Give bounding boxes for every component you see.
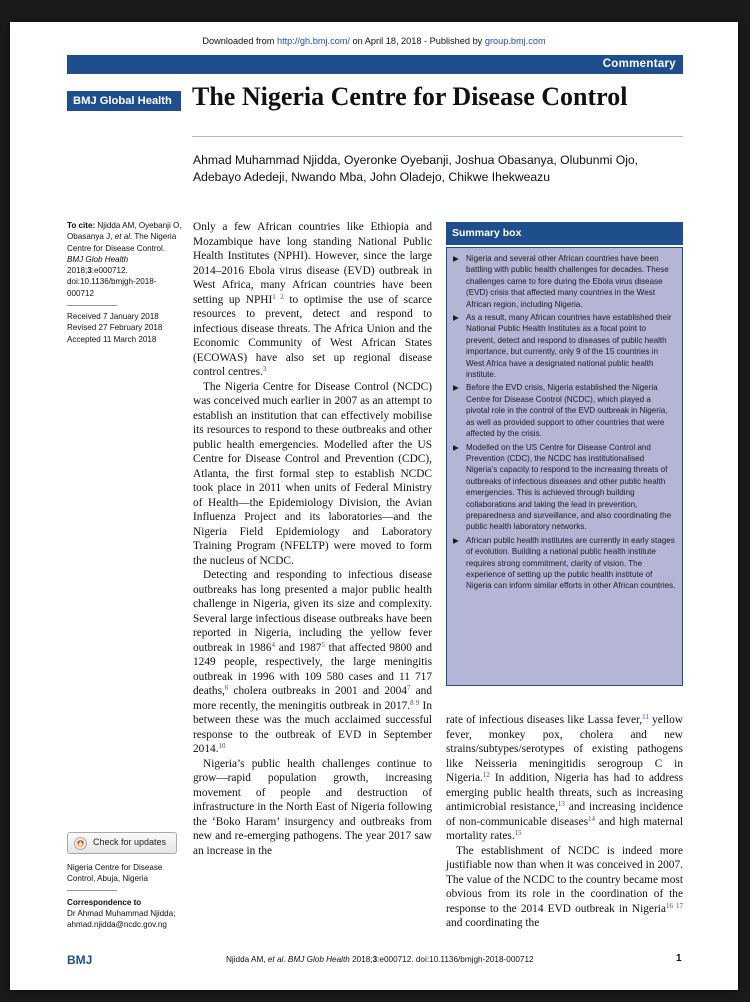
summary-box-title: Summary box (446, 222, 683, 245)
text-run: and 1987 (275, 641, 322, 654)
bmj-logo: BMJ (67, 953, 93, 967)
paragraph: The Nigeria Centre for Disease Control (NCDC) was conceived much earlier in 2007 as an attempt to establish an institution that can effectively mobilise its resources to respond to these outbreaks and other public health emergencies. Modelled after the US Centre for Disease Control and Prevention (CDC), Atlanta, the first formal step to establish NCDC took place in 2011 when units of Federal Ministry of Health—the Epidemiology Division, the Avian Influenza Project and its laboratories—and the Nigeria Field Epidemiology and Laboratory Training Program (NFELTP) were moved to form the nucleus of NCDC. (193, 380, 432, 567)
reference-link[interactable]: 7 (407, 684, 411, 692)
body-column-left (193, 220, 432, 858)
summary-item (453, 382, 676, 439)
cite-year: 2018; (67, 266, 88, 276)
text-run: cholera outbreaks in 2001 and 2004 (228, 685, 408, 697)
footer-etal: et al (267, 955, 284, 964)
reference-link[interactable]: 14 (588, 814, 596, 823)
check-updates-label: Check for updates (93, 837, 167, 847)
text-run: yellow fever, monkey pox, cholera and new strains/subtypes/serotypes of existing pathogens like Neisseria meningitidis serogroup C in Nigeria. (446, 714, 683, 784)
publisher-link[interactable]: group.bmj.com (484, 36, 546, 46)
bullet-triangle-icon: ▶ (453, 254, 459, 263)
cite-etal: et al (114, 232, 131, 242)
footer-doi: :e000712. doi:10.1136/bmjgh-2018-000712 (377, 955, 534, 964)
cite-title: . The Nigeria Centre for Disease Control. (67, 232, 177, 253)
summary-item (453, 312, 676, 380)
paragraph (193, 568, 432, 757)
reference-link[interactable]: 12 (482, 771, 490, 779)
footer-sep: . (283, 955, 288, 964)
correspondence-name: Dr Ahmad Muhammad Njidda; (67, 908, 176, 918)
paragraph (446, 844, 683, 931)
cite-block (67, 220, 182, 299)
footer-journal: BMJ Glob Health (287, 955, 350, 964)
source-link[interactable]: http://gh.bmj.com/ (276, 36, 350, 46)
bullet-triangle-icon: ▶ (453, 535, 459, 545)
text-run: and increasing incidence of non-communicable diseases (446, 801, 683, 828)
article-page (10, 22, 738, 990)
footer-citation (226, 955, 534, 964)
citation-sidebar (67, 220, 182, 345)
reference-link[interactable]: 5 (321, 640, 325, 649)
download-banner (10, 36, 738, 46)
banner-prefix: Downloaded from (202, 36, 277, 46)
title-divider (192, 136, 683, 137)
author-list: Ahmad Muhammad Njidda, Oyeronke Oyebanji, Joshua Obasanya, Olubunmi Ojo, Adebayo Adedeji, Nwando Mba, John Oladejo, Chikwe Ihekweazu (193, 153, 639, 184)
text-run: The establishment of NCDC is indeed more justifiable now than when it was conceived in 2007. The value of the NCDC to the country became most obvious from its role in the coordination of the response to the 2014 EVD outbreak in Nigeria (446, 844, 683, 915)
cite-volume: 3 (87, 266, 92, 276)
check-for-updates-button[interactable] (67, 832, 177, 854)
institution: Nigeria Centre for Disease Control, Abuja, Nigeria (67, 863, 163, 884)
text-run: that affected 9800 and 1249 people, respectively, the large meningitis outbreak in 1996 with 109 580 cases and 11 717 deaths, (193, 641, 432, 697)
banner-middle: on April 18, 2018 - Published by (349, 36, 485, 46)
sidebar-divider (67, 305, 117, 306)
summary-item-text: As a result, many African countries have established their National Public Health Institutes as a focal point to prevent, detect and respond to diseases of public health importance, but currently, only 9 of the 15 countries in West Africa have a designated national public health institute. (466, 313, 672, 380)
text-run: rate of infectious diseases like Lassa fever, (446, 714, 643, 726)
text-run: In between these was the much acclaimed successful response to the outbreak of EVD in September 2014. (193, 699, 432, 755)
paragraph: Nigeria’s public health challenges continue to grow—rapid population growth, increasing movement of people and destruction of infrastructure in the North East of Nigeria following the ‘Boko Haram’ insurgency and outbreaks from new and re-emerging pathogens. The year 2017 saw an increase in the (193, 757, 432, 857)
summary-item-text: Before the EVD crisis, Nigeria established the Nigeria Centre for Disease Control (NCDC), which played a pivotal role in the control of the EVD outbreak in Nigeria, as well as provided support to other countries that were affected by the crisis. (466, 383, 668, 439)
reference-link[interactable]: 16 17 (665, 901, 683, 910)
summary-item (453, 253, 676, 310)
summary-item-text: African public health institutes are currently in early stages of evolution. Building a national public health institute requires strong commitment, clarity of vision. The experience of setting up the public health institute of Nigeria can inform similar efforts in other African countries. (466, 535, 676, 591)
reference-link[interactable]: 11 (642, 713, 649, 721)
bullet-triangle-icon: ▶ (453, 313, 459, 323)
body-column-right (446, 713, 683, 931)
text-run: Detecting and responding to infectious disease outbreaks has long presented a major public health challenge in Nigeria, given its size and complexity. Several large infectious disease outbreaks have been reported in Nigeria, including the yellow fever outbreak in 1986 (193, 569, 432, 654)
cite-doi: :e000712. doi:10.1136/bmjgh-2018-000712 (67, 266, 157, 298)
cite-label: To cite: (67, 221, 96, 230)
affiliation-block (67, 862, 182, 930)
text-run: to optimise the use of scarce resources to prevent, detect and respond to infectious disease threats. The Africa Union and the Economic Community of West African States (ECOWAS) have also set up regional disease control centres. (193, 293, 433, 378)
summary-item (453, 442, 676, 533)
received-date: Received 7 January 2018 (67, 312, 159, 322)
text-run: and coordinating the (446, 917, 540, 929)
text-run: and more recently, the meningitis outbreak in 2017. (193, 685, 432, 712)
paragraph (193, 220, 432, 380)
reference-link[interactable]: 13 (557, 800, 565, 808)
reference-link[interactable]: 6 (224, 684, 229, 692)
bullet-triangle-icon: ▶ (453, 383, 459, 393)
summary-item-text: Modelled on the US Centre for Disease Control and Prevention (CDC), the NCDC has institutionalised Nigeria’s capacity to respond to the increasing threats of outbreaks of infectious diseases and other public health emergencies. This is achieved through building collaborations and taking the lead in prevention, preparedness and surveillance, and also coordinating the public health laboratory networks. (466, 442, 672, 532)
summary-item-text: Nigeria and several other African countries have been battling with public health challenges for decades. These challenges came to fore during the Ebola virus disease (EVD) crisis that affected many countries in the West African region, including Nigeria. (466, 254, 669, 309)
cite-journal: BMJ Glob Health (67, 254, 129, 264)
paragraph (446, 713, 683, 844)
crossmark-icon (74, 837, 87, 850)
section-label-bar (67, 55, 683, 74)
summary-box (446, 247, 683, 686)
text-run: In addition, Nigeria has had to address emerging public health threats, such as increasing antimicrobial resistance, (446, 772, 683, 813)
bullet-triangle-icon: ▶ (453, 442, 459, 452)
page-number: 1 (676, 953, 682, 964)
reference-link[interactable]: 10 (218, 742, 226, 750)
journal-logo: BMJ Global Health (67, 91, 181, 111)
reference-link[interactable]: 8 9 (410, 698, 420, 707)
reference-link[interactable]: 4 (271, 640, 276, 649)
reference-link[interactable]: 1 2 (272, 292, 284, 301)
article-title: The Nigeria Centre for Disease Control (192, 82, 628, 111)
correspondence-email[interactable]: ahmad.njidda@ncdc.gov.ng (67, 920, 167, 930)
revised-date: Revised 27 February 2018 (67, 323, 163, 333)
section-label: Commentary (602, 58, 676, 70)
affiliation-divider (67, 890, 117, 891)
summary-item (453, 535, 676, 592)
correspondence-label: Correspondence to (67, 897, 142, 907)
footer-year: 2018; (349, 955, 373, 964)
text-run: and high maternal mortality rates. (446, 815, 683, 842)
text-run: Only a few African countries like Ethiopia and Mozambique have long standing National Public Health Institutes (NPHI). However, since the large 2014–2016 Ebola virus disease (EVD) outbreak in West Africa, many African countries have been setting up NPHI (193, 221, 432, 306)
reference-link[interactable]: 3 (262, 365, 267, 373)
footer-authors: Njidda AM, (226, 955, 268, 964)
cite-authors: Njidda AM, Oyebanji O, Obasanya J, (67, 221, 182, 242)
accepted-date: Accepted 11 March 2018 (67, 334, 157, 344)
footer-volume: 3 (372, 955, 378, 964)
reference-link[interactable]: 15 (514, 829, 522, 837)
